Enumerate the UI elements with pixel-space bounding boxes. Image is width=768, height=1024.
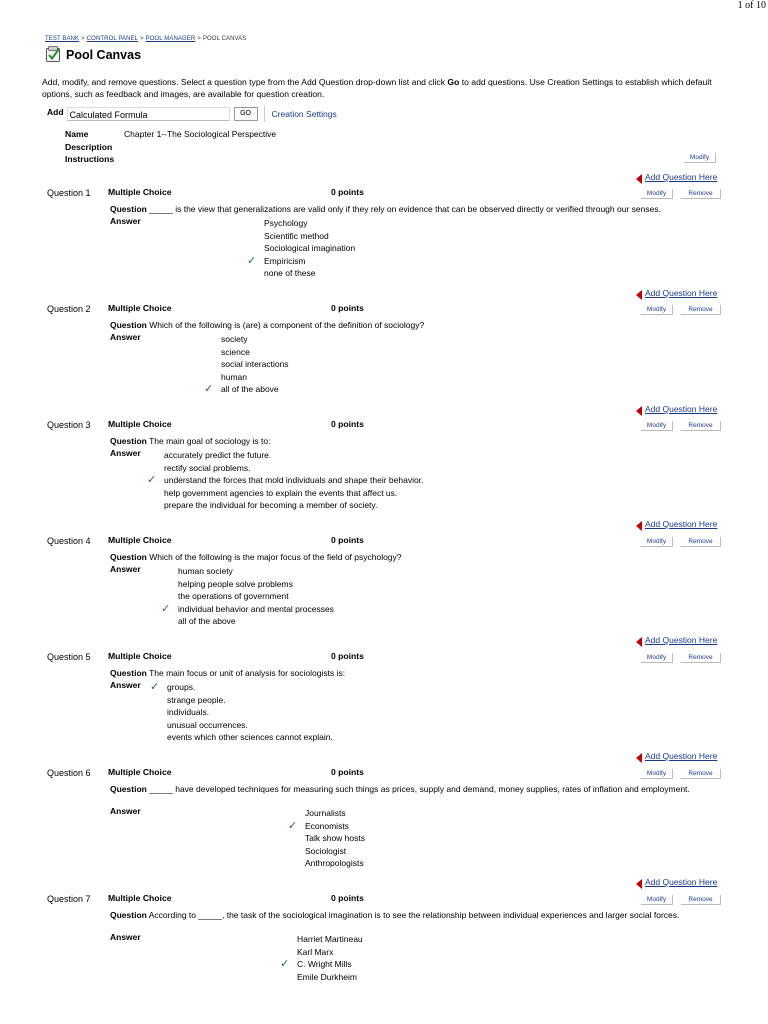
breadcrumb-current: POOL CANVAS — [202, 36, 247, 42]
answer-option: science — [221, 346, 250, 357]
question-body: According to _____, the task of the sociological imagination is to see the relationship between individual experiences and larger social forces. — [148, 910, 680, 920]
question-number: Question 7 — [47, 894, 91, 904]
question-points: 0 points — [331, 893, 364, 903]
question-points: 0 points — [331, 419, 364, 429]
add-question-here-link[interactable] — [636, 286, 717, 300]
breadcrumb-separator: > — [197, 36, 201, 42]
creation-settings-link[interactable]: Creation Settings — [271, 109, 337, 119]
question-type: Multiple Choice — [108, 767, 172, 777]
answer-label: Answer — [110, 806, 141, 816]
breadcrumb-test-bank[interactable]: TEST BANK — [45, 36, 80, 42]
answer-list — [150, 680, 333, 744]
answer-option: Economists ✓ — [288, 818, 349, 832]
answer-option: human — [221, 371, 247, 382]
question-type: Multiple Choice — [108, 651, 172, 661]
question-points: 0 points — [331, 535, 364, 545]
add-question-here-link[interactable] — [636, 633, 717, 647]
question-body: The main goal of sociology is to: — [149, 436, 271, 446]
instructions-label: Instructions — [65, 154, 115, 164]
add-arrow-icon — [636, 406, 642, 416]
correct-answer-check-icon: ✓ — [150, 680, 160, 693]
answer-option: help government agencies to explain the events that affect us. — [164, 487, 398, 498]
question-text — [110, 910, 720, 920]
answer-option: all of the above ✓ — [204, 382, 279, 395]
question-body: Which of the following is (are) a component of the definition of sociology? — [149, 320, 425, 330]
question-number: Question 1 — [47, 188, 91, 198]
question-label: Question — [110, 668, 147, 678]
intro-text-part2: to add questions. Use Creation Settings to establish which default options, such as feedback and images, are available for question creation. — [42, 77, 712, 99]
answer-option: Karl Marx — [297, 946, 334, 957]
correct-answer-check-icon: ✓ — [288, 818, 298, 832]
answer-option: all of the above — [178, 616, 236, 626]
answer-option: prepare the individual for becoming a member of society. — [164, 500, 378, 510]
intro-text-part1: Add, modify, and remove questions. Select a question type from the Add Question drop-down list and click — [42, 77, 448, 87]
question-body: The main focus or unit of analysis for sociologists is: — [149, 668, 346, 678]
question-label: Question — [110, 436, 147, 446]
add-label: Add — [47, 106, 64, 117]
add-question-here-link[interactable] — [636, 402, 717, 416]
question-body: _____ have developed techniques for measuring such things as prices, supply and demand, money supplies, rates of inflation and employment. — [149, 784, 690, 794]
correct-answer-check-icon: ✓ — [204, 382, 214, 395]
answer-option: individual behavior and mental processes ✓ — [161, 601, 334, 615]
question-type: Multiple Choice — [108, 419, 172, 429]
answer-option: strange people. — [167, 694, 226, 705]
answer-option: Sociological imagination — [264, 243, 356, 253]
question-label: Question — [110, 784, 147, 794]
breadcrumb-pool-manager[interactable]: POOL MANAGER — [145, 36, 196, 42]
add-arrow-icon — [636, 879, 642, 889]
add-question-here-link[interactable] — [636, 517, 717, 531]
breadcrumb-separator: > — [81, 36, 85, 42]
question-type: Multiple Choice — [108, 187, 172, 197]
answer-option: Emile Durkheim — [297, 971, 357, 982]
modify-button[interactable]: Modify — [641, 895, 673, 905]
question-type: Multiple Choice — [108, 535, 172, 545]
answer-option: Empiricism ✓ — [247, 253, 306, 267]
answer-option: Talk show hosts — [305, 833, 365, 843]
add-question-here-link[interactable] — [636, 749, 717, 763]
question-label: Question — [110, 552, 147, 562]
add-question-here-label: Add Question Here — [645, 288, 718, 298]
answer-option: Scientific method — [264, 230, 329, 241]
answer-option: Anthropologists — [305, 858, 364, 868]
question-type-select[interactable]: Calculated Formula — [67, 107, 230, 121]
description-label: Description — [65, 141, 113, 152]
add-question-here-label: Add Question Here — [645, 172, 718, 182]
modify-button[interactable]: Modify — [641, 305, 673, 315]
answer-label: Answer — [110, 932, 141, 942]
question-points: 0 points — [331, 767, 364, 777]
breadcrumb-control-panel[interactable]: CONTROL PANEL — [86, 36, 139, 42]
question-text — [110, 552, 720, 562]
remove-button[interactable]: Remove — [681, 189, 721, 199]
answer-option: Harriet Martineau — [297, 934, 363, 944]
answer-label: Answer — [110, 216, 141, 226]
answer-option: events which other sciences cannot explain. — [167, 732, 333, 742]
remove-button[interactable]: Remove — [681, 305, 721, 315]
question-points: 0 points — [331, 187, 364, 197]
answer-label: Answer — [110, 564, 141, 574]
modify-pool-button[interactable]: Modify — [684, 153, 716, 163]
answer-option: C. Wright Mills ✓ — [280, 957, 352, 970]
divider — [264, 106, 265, 122]
breadcrumb — [45, 36, 246, 42]
question-points: 0 points — [331, 651, 364, 661]
remove-button[interactable]: Remove — [681, 769, 721, 779]
add-arrow-icon — [636, 637, 642, 647]
answer-list — [280, 933, 363, 983]
answer-option: rectify social problems. — [164, 462, 251, 473]
add-question-here-label: Add Question Here — [645, 404, 718, 414]
pool-canvas-icon — [45, 46, 62, 63]
question-number: Question 4 — [47, 536, 91, 546]
question-text — [110, 436, 720, 446]
answer-list — [288, 807, 365, 870]
question-type: Multiple Choice — [108, 303, 172, 313]
question-label: Question — [110, 910, 147, 920]
question-number: Question 6 — [47, 768, 91, 778]
question-label: Question — [110, 204, 147, 214]
answer-option: groups. ✓ — [150, 680, 196, 693]
intro-text — [42, 77, 732, 100]
answer-option: helping people solve problems — [178, 578, 293, 589]
question-text — [110, 320, 720, 330]
add-arrow-icon — [636, 753, 642, 763]
answer-list — [147, 449, 424, 512]
correct-answer-check-icon: ✓ — [161, 601, 171, 615]
page-number: 1 of 10 — [737, 0, 766, 11]
question-text — [110, 784, 720, 794]
modify-button[interactable]: Modify — [641, 189, 673, 199]
question-label: Question — [110, 320, 147, 330]
add-question-here-link[interactable] — [636, 170, 717, 184]
answer-option: unusual occurrences. — [167, 719, 248, 730]
add-question-here-label: Add Question Here — [645, 877, 718, 887]
answer-option: human society — [178, 566, 233, 576]
answer-option: understand the forces that mold individuals and shape their behavior. ✓ — [147, 473, 424, 486]
modify-button[interactable]: Modify — [641, 769, 673, 779]
question-text — [110, 204, 720, 214]
breadcrumb-separator: > — [140, 36, 144, 42]
add-arrow-icon — [636, 521, 642, 531]
modify-button[interactable]: Modify — [641, 653, 673, 663]
add-question-row — [47, 106, 337, 122]
question-type: Multiple Choice — [108, 893, 172, 903]
answer-option: accurately predict the future. — [164, 450, 272, 460]
answer-option: Sociologist — [305, 845, 347, 856]
remove-button[interactable]: Remove — [681, 653, 721, 663]
question-body: _____ is the view that generalizations are valid only if they rely on evidence that can be observed directly or verified through our senses. — [149, 204, 661, 214]
remove-button[interactable]: Remove — [681, 895, 721, 905]
question-points: 0 points — [331, 303, 364, 313]
answer-list — [204, 333, 289, 396]
answer-list — [247, 217, 356, 280]
answer-option: the operations of government — [178, 591, 289, 601]
pool-info-labels — [65, 128, 114, 166]
question-text — [110, 668, 720, 678]
question-number: Question 2 — [47, 304, 91, 314]
add-question-here-label: Add Question Here — [645, 635, 718, 645]
add-question-here-label: Add Question Here — [645, 751, 718, 761]
add-question-here-link[interactable] — [636, 875, 717, 889]
correct-answer-check-icon: ✓ — [280, 957, 290, 970]
go-button[interactable]: GO — [234, 107, 258, 121]
answer-label: Answer — [110, 332, 141, 342]
page-header — [45, 46, 141, 63]
name-label: Name — [65, 129, 89, 139]
answer-list — [161, 565, 334, 628]
answer-option: none of these — [264, 268, 316, 278]
intro-go-word: Go — [447, 77, 460, 87]
answer-option: social interactions — [221, 359, 289, 369]
pool-name-value: Chapter 1--The Sociological Perspective — [124, 129, 277, 139]
remove-button[interactable]: Remove — [681, 537, 721, 547]
answer-option: individuals. — [167, 707, 210, 717]
remove-button[interactable]: Remove — [681, 421, 721, 431]
page-title: Pool Canvas — [66, 47, 142, 62]
add-question-here-label: Add Question Here — [645, 519, 718, 529]
answer-option: Psychology — [264, 218, 308, 228]
question-body: Which of the following is the major focus of the field of psychology? — [149, 552, 402, 562]
answer-option: society — [221, 334, 248, 344]
answer-option: Journalists — [305, 808, 346, 818]
add-arrow-icon — [636, 290, 642, 300]
question-number: Question 3 — [47, 420, 91, 430]
correct-answer-check-icon: ✓ — [147, 473, 157, 486]
modify-button[interactable]: Modify — [641, 421, 673, 431]
answer-label: Answer — [110, 680, 141, 690]
correct-answer-check-icon: ✓ — [247, 253, 257, 267]
modify-button[interactable]: Modify — [641, 537, 673, 547]
answer-label: Answer — [110, 448, 141, 458]
add-arrow-icon — [636, 174, 642, 184]
question-number: Question 5 — [47, 652, 91, 662]
